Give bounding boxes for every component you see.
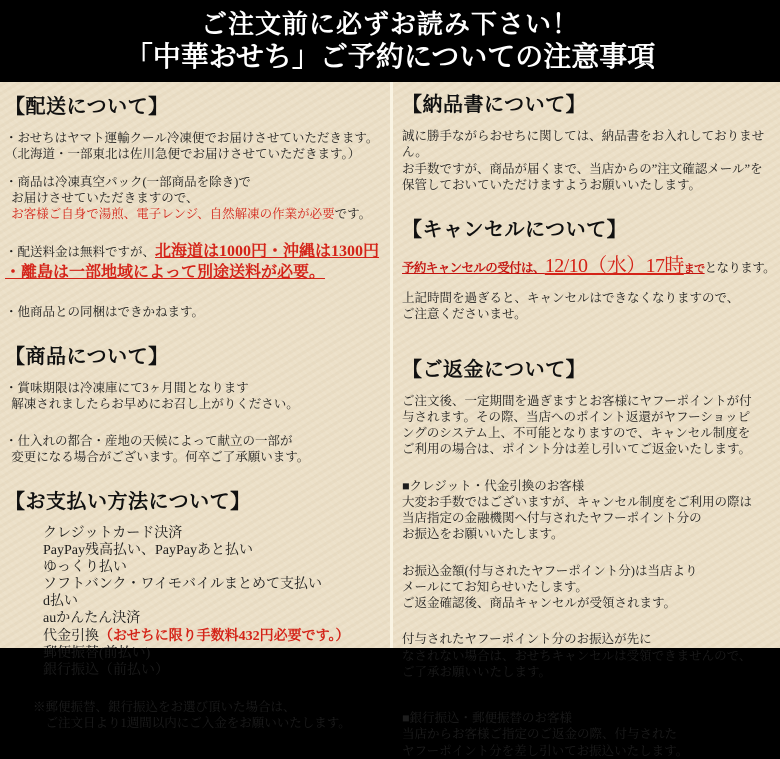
text-line: [5, 206, 388, 222]
text-line: [402, 510, 778, 526]
text-segment: です。: [334, 207, 372, 221]
text-line: [43, 645, 388, 662]
payment-method-list: [5, 525, 388, 679]
text-segment: auかんたん決済: [43, 611, 141, 627]
text-line: [402, 563, 778, 579]
text-line: [402, 177, 778, 193]
text-line: [402, 710, 778, 726]
banner-title-line2: 「中華おせち」ご予約についての注意事項: [124, 40, 656, 72]
text-segment: お届けさせていただきますので、: [5, 190, 199, 205]
text-line: [5, 396, 388, 412]
cancel-deadline-line: [402, 253, 778, 279]
section-heading-cancel: 【キャンセルについて】: [402, 219, 628, 241]
text-line: [402, 306, 778, 322]
text-line: [402, 631, 778, 647]
text-segment: 与されます。その際、当店へのポイント返還がヤフーショッピ: [402, 409, 751, 424]
text-segment: 代金引換: [43, 628, 99, 644]
shipping-frozen-pack-note: [5, 174, 388, 223]
payment-deadline-note: [5, 699, 388, 732]
text-line: [402, 664, 778, 680]
section-heading-payment: 【お支払い方法について】: [5, 491, 251, 514]
refund-credit-cod-note: [402, 478, 778, 543]
shipping-fee-note: [5, 242, 388, 284]
section-heading-shipping: 【配送について】: [5, 96, 169, 118]
text-segment: 誠に勝手ながらおせちに関しては、納品書をお入れしておりません。: [402, 129, 765, 160]
text-line: [5, 146, 388, 162]
shipping-carrier-note: [5, 130, 388, 163]
text-segment: お手数ですが、商品が届くまで、当店からの”注文確認メール”を: [402, 161, 763, 176]
text-segment: クレジットカード決済: [43, 526, 183, 542]
refund-points-note: [402, 393, 778, 458]
text-line: [5, 190, 388, 206]
text-line: [43, 662, 388, 679]
text-segment: （おせちに限り手数料432円必要です。）: [99, 628, 350, 644]
text-line: [402, 425, 778, 441]
text-segment: ご利用の場合は、ポイント分は差し引いてご返金いたします。: [402, 442, 752, 457]
text-line: [402, 253, 778, 279]
text-line: [5, 130, 388, 146]
text-segment: ・賞味期限は冷凍庫にて3ヶ月間となります: [5, 381, 249, 396]
text-line: [43, 628, 388, 645]
text-line: [43, 542, 388, 559]
text-segment: ご返金確認後、商品キャンセルが受領されます。: [402, 596, 677, 610]
text-segment: ご注文後、一定期間を過ぎますとお客様にヤフーポイントが付: [402, 393, 752, 408]
text-segment: 北海道は1000円・沖縄は1300円: [155, 243, 380, 261]
right-column: [393, 82, 780, 758]
text-line: [402, 128, 778, 161]
product-menu-change-note: [5, 433, 388, 466]
text-segment: ■銀行振込・郵便振替のお客様: [402, 711, 573, 725]
text-line: [402, 290, 778, 306]
text-segment: ・おせちはヤマト運輸クール冷凍便でお届けさせていただきます。: [5, 131, 379, 145]
text-line: [43, 593, 388, 610]
text-line: [402, 579, 778, 595]
text-segment: ご注文日より1週間以内にご入金をお願いいたします。: [33, 716, 351, 731]
text-line: [402, 393, 778, 409]
text-line: [5, 174, 388, 190]
text-segment: まで: [683, 263, 705, 275]
text-segment: 予約キャンセルの受付は、: [402, 261, 545, 275]
text-line: [402, 526, 778, 542]
invoice-note: [402, 128, 778, 193]
text-line: [402, 648, 778, 664]
left-column: [0, 82, 390, 731]
text-segment: 銀行振込（前払い）: [43, 662, 169, 678]
text-line: [5, 304, 388, 320]
section-heading-invoice: 【納品書について】: [402, 94, 587, 116]
text-segment: ・他商品との同梱はできかねます。: [5, 304, 205, 319]
text-segment: ・仕入れの都合・産地の天候によって献立の一部が: [5, 433, 293, 448]
text-segment: ■クレジット・代金引換のお客様: [402, 478, 585, 493]
text-segment: 変更になる場合がございます。何卒ご了承願います。: [5, 449, 310, 464]
refund-points-first-note: [402, 631, 778, 680]
text-segment: ソフトバンク・ワイモバイルまとめて支払い: [43, 577, 323, 593]
text-segment: 当店からお客様ご指定のご返金の際、付与された: [402, 727, 678, 742]
text-line: [402, 478, 778, 494]
text-line: [402, 726, 778, 742]
section-heading-product: 【商品について】: [5, 346, 169, 369]
refund-transfer-amount-note: [402, 563, 778, 612]
banner-title-line1: ご注文前に必ずお読み下さい！: [200, 8, 579, 39]
text-line: [5, 433, 388, 449]
text-line: [402, 161, 778, 177]
text-segment: お振込金額(付与されたヤフーポイント分)は当店より: [402, 563, 698, 578]
text-line: [43, 559, 388, 576]
text-line: [5, 449, 388, 465]
text-segment: となります。: [704, 261, 775, 275]
text-line: [402, 441, 778, 457]
text-segment: お客様ご自身で湯煎、電子レンジ、自然解凍の作業が必要: [11, 207, 335, 221]
text-segment: PayPay残高払い、PayPayあと払い: [43, 543, 253, 559]
text-segment: なされない場合は、おせちキャンセルは受領できませんので、: [402, 648, 752, 663]
text-segment: 大変お手数ではございますが、キャンセル制度をご利用の際は: [402, 494, 753, 509]
text-line: [43, 576, 388, 593]
text-segment: ゆっくり払い: [43, 560, 127, 576]
text-line: [43, 525, 388, 542]
text-segment: ・商品は冷凍真空パック(一部商品を除き)で: [5, 174, 251, 189]
refund-bank-postal-note: [402, 710, 778, 759]
text-segment: ご注意くださいませ。: [402, 307, 527, 322]
text-line: [33, 715, 388, 731]
text-segment: メールにてお知らせいたします。: [402, 579, 588, 594]
text-segment: （北海道・一部東北は佐川急便でお届けさせていただきます。）: [5, 147, 361, 162]
text-segment: ・離島は一部地域によって別途送料が必要。: [5, 264, 326, 282]
text-line: [402, 494, 778, 510]
shipping-no-bundle-note: [5, 304, 388, 320]
text-segment: 郵便振替(前払い): [43, 645, 151, 661]
text-line: [402, 743, 778, 759]
text-segment: 解凍されましたらお早めにお召し上がりください。: [5, 397, 299, 412]
text-line: [33, 699, 388, 715]
product-expiry-note: [5, 380, 388, 413]
text-line: [5, 380, 388, 396]
text-line: [5, 263, 388, 284]
header-banner: [0, 0, 780, 82]
text-segment: 付与されたヤフーポイント分のお振込が先に: [402, 632, 652, 647]
notice-body: [0, 82, 780, 758]
cancel-after-deadline-note: [402, 290, 778, 323]
text-segment: 12/10（水）17時: [544, 255, 684, 277]
text-segment: ヤフーポイント分を差し引いてお振込いたします。: [402, 743, 689, 758]
text-line: [402, 409, 778, 425]
text-segment: お振込をお願いいたします。: [402, 527, 564, 542]
text-segment: 当店指定の金融機関へ付与されたヤフーポイント分の: [402, 511, 702, 525]
text-segment: 保管しておいていただけますようお願いいたします。: [402, 177, 702, 192]
text-line: [5, 242, 388, 263]
text-segment: ングのシステム上、不可能となりますので、キャンセル制度を: [402, 426, 751, 440]
text-segment: ・配送料金は無料ですが、: [5, 245, 156, 260]
text-segment: ※郵便振替、銀行振込をお選び頂いた場合は、: [33, 699, 296, 714]
text-segment: 上記時間を過ぎると、キャンセルはできなくなりますので、: [402, 291, 740, 305]
section-heading-refund: 【ご返金について】: [402, 358, 587, 381]
text-line: [43, 610, 388, 627]
text-segment: ご了承お願いいたします。: [402, 664, 552, 679]
text-segment: d払い: [43, 594, 78, 610]
text-line: [402, 595, 778, 611]
